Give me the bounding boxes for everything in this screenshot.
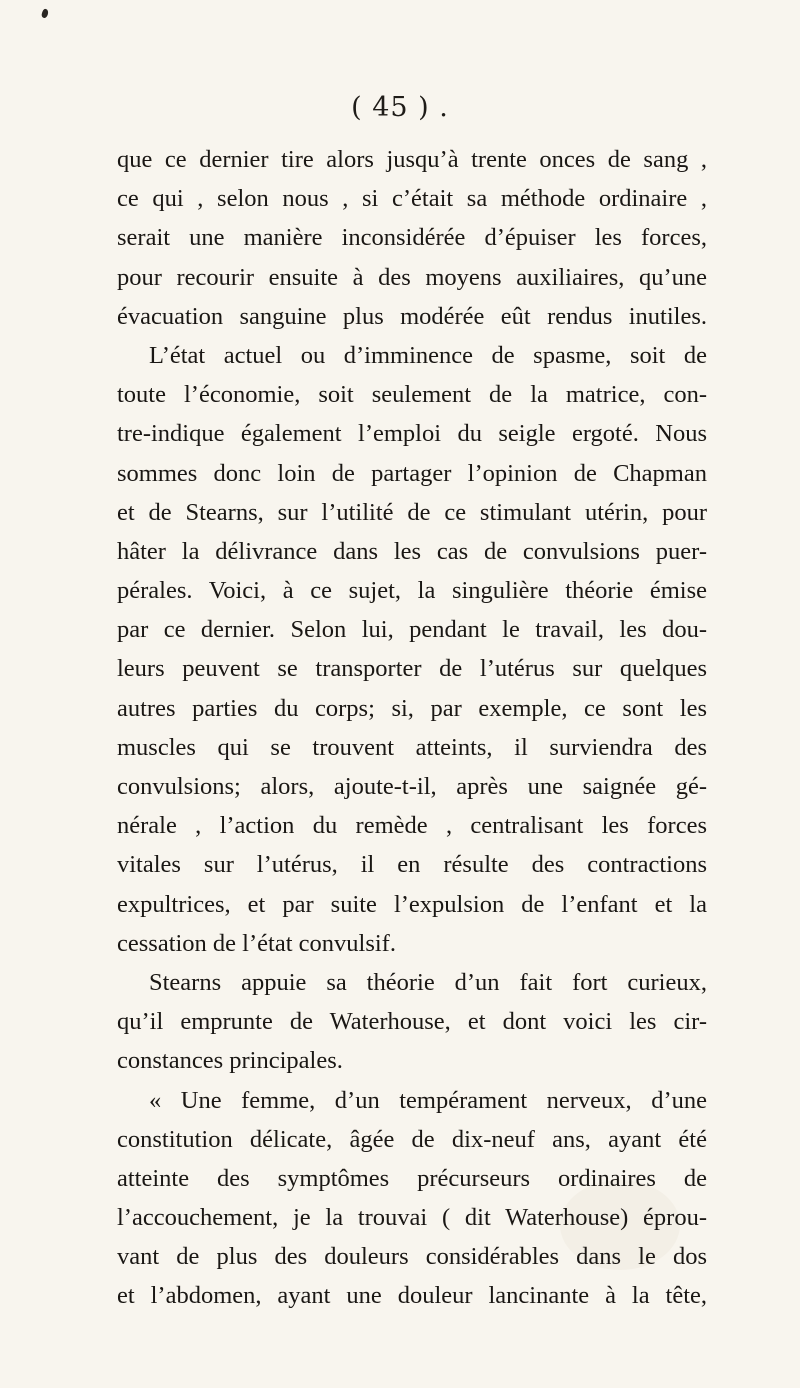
text-line: hâter la délivrance dans les cas de convulsions puer-	[117, 537, 707, 565]
text-line: cessation de l’état convulsif.	[117, 929, 396, 957]
text-line: atteinte des symptômes précurseurs ordinaires de	[117, 1164, 707, 1192]
text-line: nérale , l’action du remède , centralisant les forces	[117, 812, 707, 840]
text-line: toute l’économie, soit seulement de la matrice, con-	[117, 381, 707, 409]
text-line: muscles qui se trouvent atteints, il surviendra des	[117, 733, 707, 761]
text-line: expultrices, et par suite l’expulsion de l’enfant et la	[117, 890, 707, 918]
text-line: que ce dernier tire alors jusqu’à trente onces de sang ,	[117, 146, 707, 173]
text-line: par ce dernier. Selon lui, pendant le travail, les dou-	[117, 616, 707, 644]
body-text	[117, 140, 707, 1316]
text-line: constances principales.	[117, 1047, 343, 1075]
text-line: serait une manière inconsidérée d’épuiser les forces,	[117, 224, 707, 252]
text-line: pérales. Voici, à ce sujet, la singulière théorie émise	[117, 577, 707, 605]
text-line: et de Stearns, sur l’utilité de ce stimulant utérin, pour	[117, 498, 707, 526]
text-line: leurs peuvent se transporter de l’utérus sur quelques	[117, 655, 707, 683]
text-line: « Une femme, d’un tempérament nerveux, d’une	[149, 1086, 707, 1114]
text-line: l’accouchement, je la trouvai ( dit Waterhouse) éprou-	[117, 1204, 707, 1232]
text-line: et l’abdomen, ayant une douleur lancinante à la tête,	[117, 1282, 707, 1310]
text-line: tre-indique également l’emploi du seigle ergoté. Nous	[117, 420, 707, 448]
text-line: constitution délicate, âgée de dix-neuf ans, ayant été	[117, 1125, 707, 1153]
text-line: qu’il emprunte de Waterhouse, et dont voici les cir-	[117, 1008, 707, 1036]
text-line: convulsions; alors, ajoute-t-il, après une saignée gé-	[117, 773, 707, 800]
text-line: vant de plus des douleurs considérables dans le dos	[117, 1243, 707, 1271]
text-line: ce qui , selon nous , si c’était sa méthode ordinaire ,	[117, 185, 707, 213]
text-line: vitales sur l’utérus, il en résulte des contractions	[117, 851, 707, 879]
ink-mark	[41, 8, 50, 19]
text-line: Stearns appuie sa théorie d’un fait fort curieux,	[149, 968, 707, 996]
text-line: sommes donc loin de partager l’opinion de Chapman	[117, 459, 707, 487]
text-line: L’état actuel ou d’imminence de spasme, soit de	[149, 341, 707, 369]
text-line: pour recourir ensuite à des moyens auxiliaires, qu’une	[117, 263, 707, 291]
text-line: autres parties du corps; si, par exemple, ce sont les	[117, 694, 707, 722]
page-number: ( 45 ) .	[351, 92, 449, 123]
text-line: évacuation sanguine plus modérée eût rendus inutiles.	[117, 302, 707, 330]
